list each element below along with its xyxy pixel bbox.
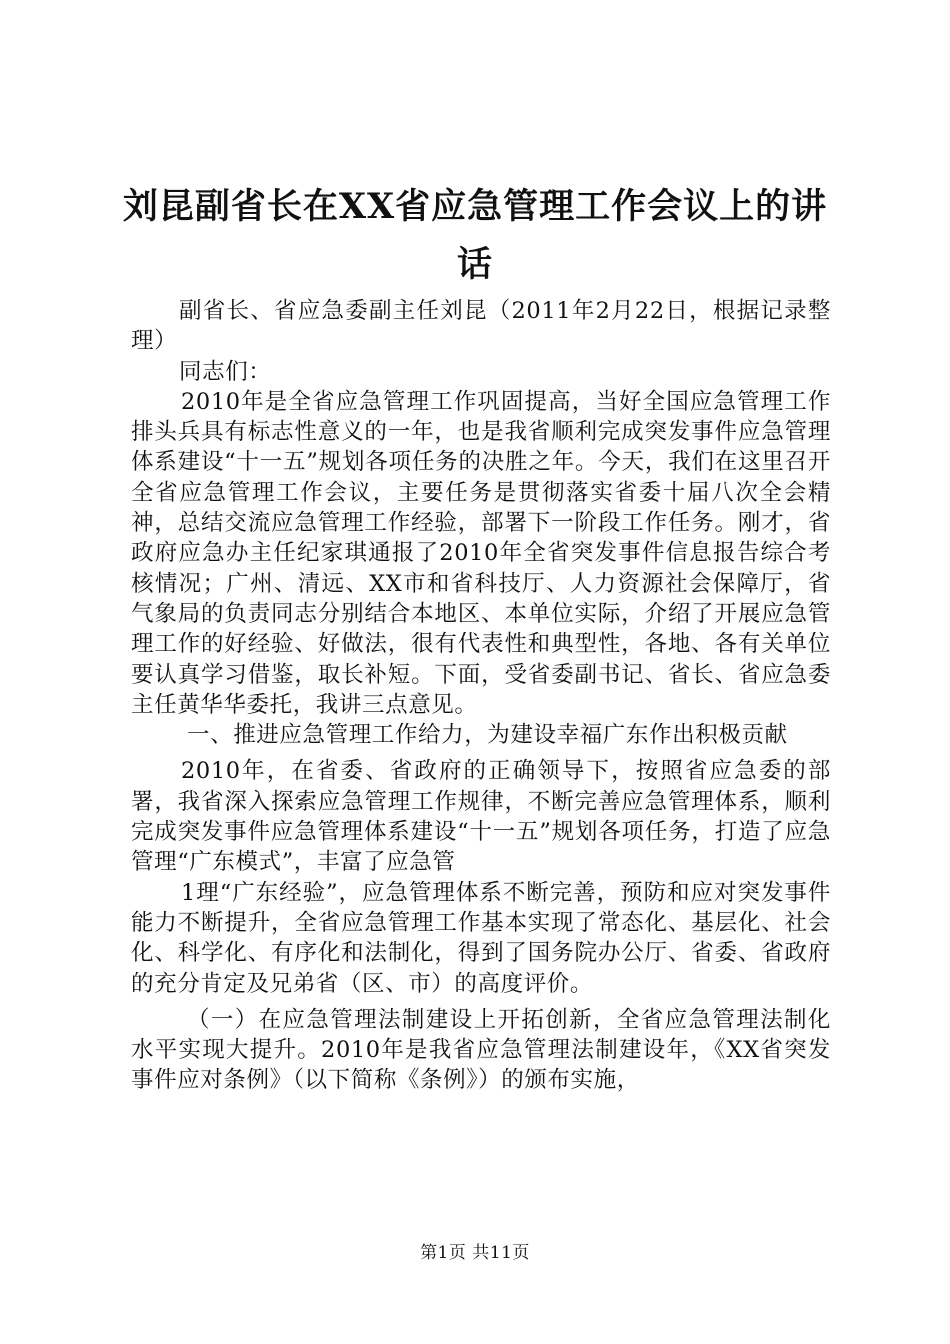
paragraph: 1理“广东经验”，应急管理体系不断完善，预防和应对突发事件能力不断提升，全省应急管理工作基本实现了常态化、基层化、社会化、科学化、有序化和法制化，得到了国务院办公厅、省委、省政府的充分肯定及兄弟省（区、市）的高度评价。 xyxy=(131,879,831,997)
paragraph: （一）在应急管理法制建设上开拓创新，全省应急管理法制化水平实现大提升。2010年是我省应急管理法制建设年，《XX省突发事件应对条例》（以下简称《条例》）的颁布实施， xyxy=(131,1006,831,1094)
page-footer: 第1页 共11页 xyxy=(420,1243,530,1263)
document-body xyxy=(131,296,831,1096)
salutation: 同志们： xyxy=(179,358,272,385)
speaker-info: 副省长、省应急委副主任刘昆（2011年2月22日，根据记录整理） xyxy=(131,298,831,355)
paragraph: 2010年，在省委、省政府的正确领导下，按照省应急委的部署，我省深入探索应急管理工作规律，不断完善应急管理体系，顺利完成突发事件应急管理体系建设“十一五”规划各项任务，打造了应急管理“广东模式”，丰富了应急管 xyxy=(131,758,831,876)
section-heading: 一、推进应急管理工作给力，为建设幸福广东作出积极贡献 xyxy=(187,722,788,749)
paragraph: 2010年是全省应急管理工作巩固提高，当好全国应急管理工作排头兵具有标志性意义的一年，也是我省顺利完成突发事件应急管理体系建设“十一五”规划各项任务的决胜之年。今天，我们在这里召开全省应急管理工作会议，主要任务是贯彻落实省委十届八次全会精神，总结交流应急管理工作经验，部署下一阶段工作任务。刚才，省政府应急办主任纪家琪通报了2010年全省突发事件信息报告综合考核情况；广州、清远、XX市和省科技厅、人力资源社会保障厅，省气象局的负责同志分别结合本地区、本单位实际，介绍了开展应急管理工作的好经验、好做法，很有代表性和典型性，各地、各有关单位要认真学习借鉴，取长补短。下面，受省委副书记、省长、省应急委主任黄华华委托，我讲三点意见。 xyxy=(131,388,831,718)
document-title: 刘昆副省长在XX省应急管理工作会议上的讲话 xyxy=(122,186,828,285)
